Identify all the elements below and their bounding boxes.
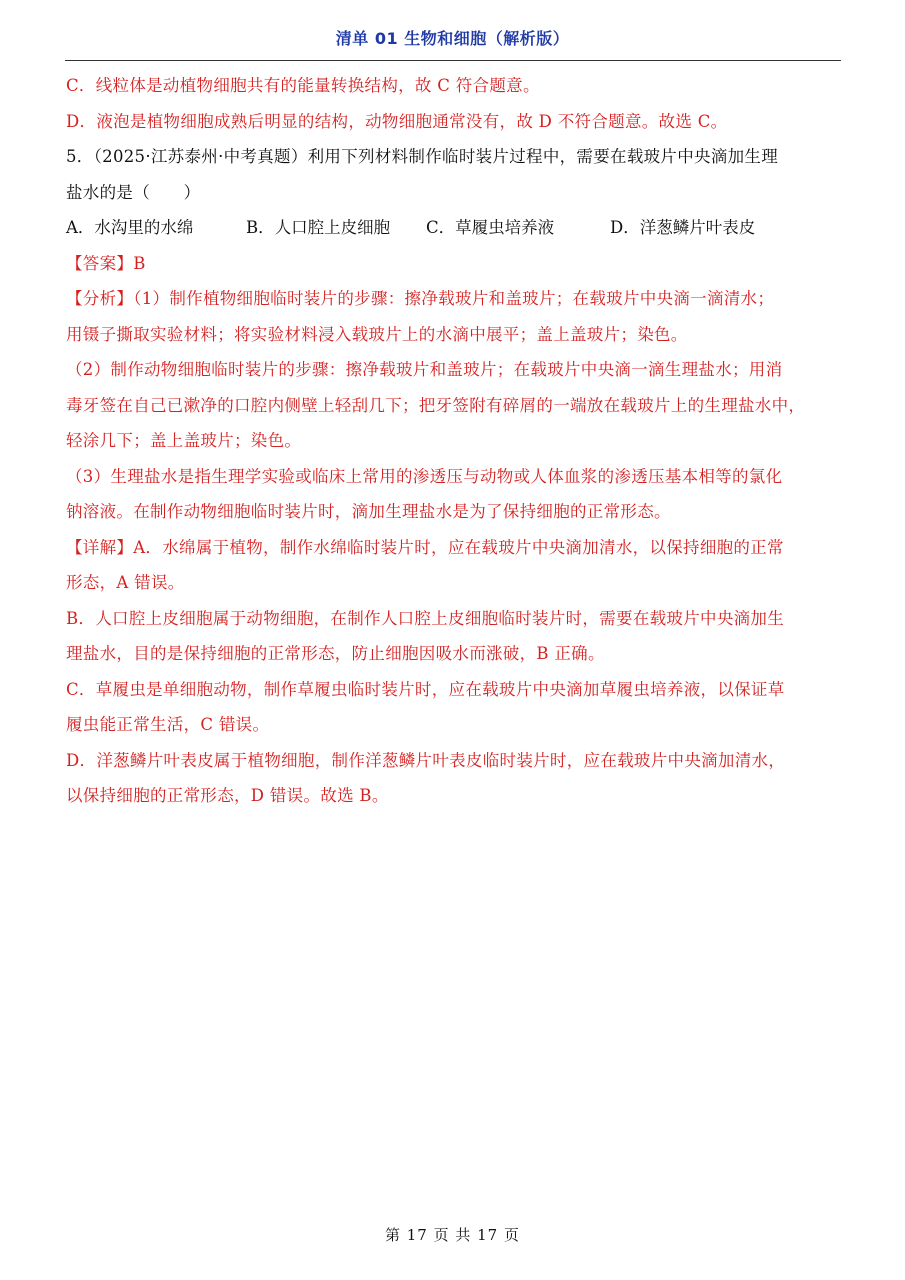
page-content [66,68,844,814]
detail-line: 履虫能正常生活，C 错误。 [66,715,270,734]
analysis-line: 轻涂几下；盖上盖玻片；染色。 [66,431,302,450]
prev-option-c-explanation: C．线粒体是动植物细胞共有的能量转换结构，故 C 符合题意。 [66,76,540,95]
detail-line: 【详解】A．水绵属于植物，制作水绵临时装片时，应在载玻片中央滴加清水，以保持细胞的正常 [66,537,784,557]
answer-line: 【答案】B [66,253,146,273]
page-header-title: 清单 01 生物和细胞（解析版） [335,29,570,48]
option-d: D．洋葱鳞片叶表皮 [610,218,756,237]
question-stem-line-2: 盐水的是（ ） [66,182,201,202]
detail-line: C．草履虫是单细胞动物，制作草履虫临时装片时，应在载玻片中央滴加草履虫培养液，以保证草 [66,679,785,699]
question-stem-line-1: 5．（2025·江苏泰州·中考真题）利用下列材料制作临时装片过程中，需要在载玻片中央滴加生理 [66,147,779,166]
analysis-line: （3）生理盐水是指生理学实验或临床上常用的渗透压与动物或人体血浆的渗透压基本相等的氯化 [66,466,783,486]
analysis-line: 用镊子撕取实验材料；将实验材料浸入载玻片上的水滴中展平；盖上盖玻片；染色。 [66,324,688,344]
analysis-line: 毒牙签在自己已漱净的口腔内侧壁上轻刮几下；把牙签附有碎屑的一端放在载玻片上的生理盐水中， [66,395,806,415]
analysis-line: （2）制作动物细胞临时装片的步骤：擦净载玻片和盖玻片；在载玻片中央滴一滴生理盐水；用消 [66,360,783,379]
analysis-line: 【分析】（1）制作植物细胞临时装片的步骤：擦净载玻片和盖玻片；在载玻片中央滴一滴清水； [66,289,775,308]
detail-line: D．洋葱鳞片叶表皮属于植物细胞，制作洋葱鳞片叶表皮临时装片时，应在载玻片中央滴加清水， [66,750,786,770]
option-a: A．水沟里的水绵 [66,218,194,237]
analysis-line: 钠溶液。在制作动物细胞临时装片时，滴加生理盐水是为了保持细胞的正常形态。 [66,502,671,521]
option-b: B．人口腔上皮细胞 [246,218,391,237]
question-options [66,210,844,246]
page-number-footer: 第 17 页 共 17 页 [384,1226,520,1244]
detail-line: 理盐水，目的是保持细胞的正常形态，防止细胞因吸水而涨破，B 正确。 [66,644,605,663]
option-c: C．草履虫培养液 [426,218,555,237]
detail-line: 形态，A 错误。 [66,573,185,592]
detail-line: 以保持细胞的正常形态，D 错误。故选 B。 [66,786,389,805]
detail-line: B．人口腔上皮细胞属于动物细胞，在制作人口腔上皮细胞临时装片时，需要在载玻片中央滴加生 [66,608,785,628]
header-divider [65,60,841,61]
prev-option-d-explanation: D．液泡是植物细胞成熟后明显的结构，动物细胞通常没有，故 D 不符合题意。故选 C。 [66,111,728,131]
